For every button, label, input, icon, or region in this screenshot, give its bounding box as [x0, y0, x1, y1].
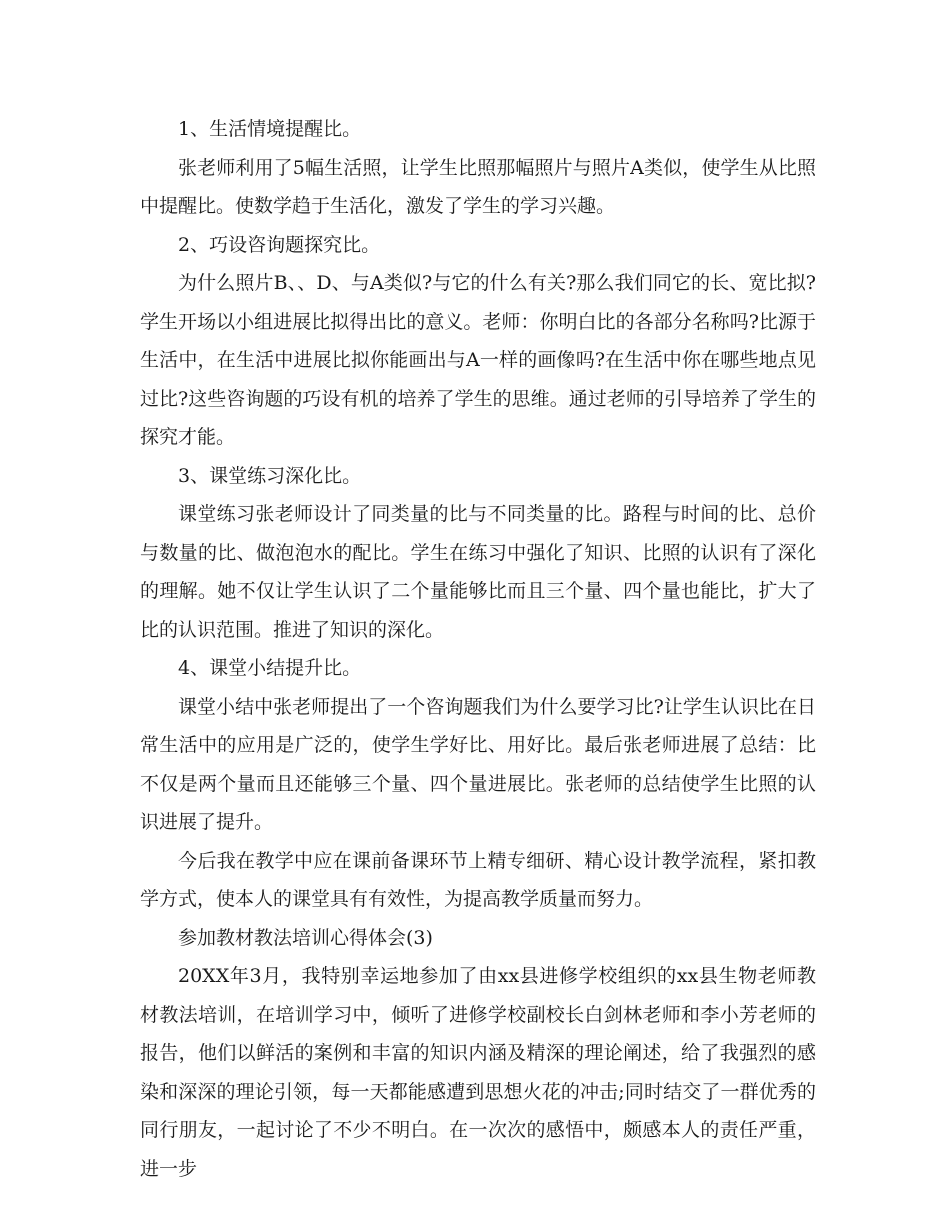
- document-page: [140, 110, 816, 1188]
- section-heading-2: 2、巧设咨询题探究比。: [178, 233, 381, 256]
- paragraph-3: 课堂练习张老师设计了同类量的比与不同类量的比。路程与时间的比、总价与数量的比、做泡泡水的配比。学生在练习中强化了知识、比照的认识有了深化的理解。她不仅让学生认识了二个量能够比而且三个量、四个量也能比，扩大了比的认识范围。推进了知识的深化。: [140, 503, 816, 641]
- paragraph-2: 为什么照片B、、D、与A类似?与它的什么有关?那么我们同它的长、宽比拟?学生开场以小组进展比拟得出比的意义。老师：你明白比的各部分名称吗?比源于生活中，在生活中进展比拟你能画出与A一样的画像吗?在生活中你在哪些地点见过比?这些咨询题的巧设有机的培养了学生的思维。通过老师的引导培养了学生的探究才能。: [140, 272, 816, 448]
- paragraph-4: 课堂小结中张老师提出了一个咨询题我们为什么要学习比?让学生认识比在日常生活中的应用是广泛的，使学生学好比、用好比。最后张老师进展了总结：比不仅是两个量而且还能够三个量、四个量进展比。张老师的总结使学生比照的认识进展了提升。: [140, 695, 816, 833]
- section-heading-3: 3、课堂练习深化比。: [178, 464, 362, 487]
- paragraph-1: 张老师利用了5幅生活照，让学生比照那幅照片与照片A类似，使学生从比照中提醒比。使数学趋于生活化，激发了学生的学习兴趣。: [140, 156, 816, 217]
- paragraph-6: 20XX年3月，我特别幸运地参加了由xx县进修学校组织的xx县生物老师教材教法培训，在培训学习中，倾听了进修学校副校长白剑林老师和李小芳老师的报告，他们以鲜活的案例和丰富的知识内涵及精深的理论阐述，给了我强烈的感染和深深的理论引领，每一天都能感遭到思想火花的冲击;同时结交了一群优秀的同行朋友，一起讨论了不少不明白。在一次次的感悟中，颇感本人的责任严重，进一步: [140, 965, 816, 1180]
- section-heading-1: 1、生活情境提醒比。: [178, 118, 362, 140]
- section-heading-4: 4、课堂小结提升比。: [178, 657, 362, 679]
- article-title: 参加教材教法培训心得体会(3): [178, 926, 433, 949]
- paragraph-5: 今后我在教学中应在课前备课环节上精专细研、精心设计教学流程，紧扣教学方式，使本人的课堂具有有效性，为提高教学质量而努力。: [140, 849, 816, 910]
